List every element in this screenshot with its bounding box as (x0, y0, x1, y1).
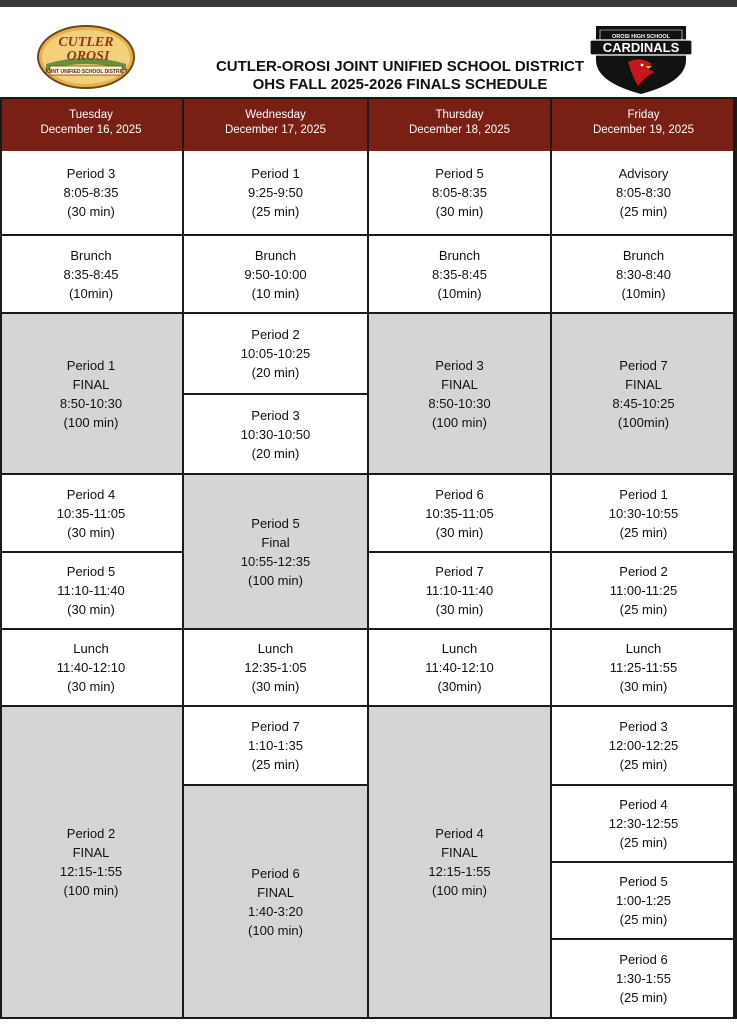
schedule-title: OHS FALL 2025-2026 FINALS SCHEDULE (252, 76, 548, 93)
schedule-cell-text: Period 6 FINAL 1:40-3:20 (100 min) (248, 865, 303, 938)
schedule-cell-text: Period 3 8:05-8:35 (30 min) (63, 166, 119, 219)
schedule-cell (369, 314, 552, 475)
cardinals-logo (588, 20, 694, 96)
svg-text:JOINT UNIFIED SCHOOL DISTRICT: JOINT UNIFIED SCHOOL DISTRICT (44, 69, 128, 75)
day-header-friday (552, 97, 737, 151)
svg-text:OROSI HIGH SCHOOL: OROSI HIGH SCHOOL (611, 34, 671, 40)
schedule-cell (552, 151, 737, 236)
schedule-cell (184, 786, 369, 1019)
schedule-cell (184, 475, 369, 630)
svg-text:CUTLER: CUTLER (58, 35, 114, 50)
schedule-cell (552, 236, 737, 314)
schedule-cell-text: Period 7 1:10-1:35 (25 min) (248, 719, 303, 772)
schedule-cell (552, 314, 737, 475)
schedule-cell (552, 863, 737, 940)
schedule-cell (184, 236, 369, 314)
schedule-cell-text: Period 5 11:10-11:40 (30 min) (57, 564, 125, 617)
schedule-cell-text: Period 3 12:00-12:25 (25 min) (608, 719, 679, 772)
schedule-cell-text: Period 3 10:30-10:50 (20 min) (240, 407, 311, 461)
top-bar (0, 0, 737, 7)
day-date: December 16, 2025 (40, 124, 142, 136)
schedule-cell-text: Period 4 10:35-11:05 (30 min) (56, 486, 126, 540)
schedule-cell-text: Period 4 12:30-12:55 (25 min) (608, 797, 679, 850)
schedule-cell-text: Period 7 FINAL 8:45-10:25 (100min) (612, 357, 675, 430)
schedule-cell-text: Lunch 11:40-12:10 (30min) (425, 641, 494, 694)
schedule-cell (552, 786, 737, 863)
schedule-cell-text: Brunch 9:50-10:00 (10 min) (244, 247, 307, 301)
schedule-cell (184, 395, 369, 475)
schedule-cell (552, 940, 737, 1019)
day-name: Wednesday (245, 109, 306, 121)
schedule-cell-text: Lunch 12:35-1:05 (30 min) (244, 641, 307, 694)
schedule-cell-text: Period 7 11:10-11:40 (30 min) (425, 564, 494, 617)
finals-schedule-table (0, 97, 737, 1019)
schedule-cell (0, 707, 184, 1019)
district-title: CUTLER-OROSI JOINT UNIFIED SCHOOL DISTRICT (215, 58, 585, 75)
schedule-cell-text: Period 2 FINAL 12:15-1:55 (100 min) (59, 826, 123, 898)
schedule-cell (552, 553, 737, 630)
schedule-cell-text: Period 5 Final 10:55-12:35 (100 min) (240, 515, 311, 588)
schedule-cell (369, 151, 552, 236)
day-name: Thursday (435, 109, 484, 121)
schedule-cell-text: Period 5 1:00-1:25 (25 min) (616, 874, 671, 927)
schedule-cell (184, 314, 369, 395)
svg-text:OROSI: OROSI (66, 49, 110, 64)
district-logo (36, 24, 136, 90)
schedule-cell (369, 236, 552, 314)
schedule-titles (150, 58, 600, 94)
schedule-cell (552, 630, 737, 707)
schedule-cell (0, 475, 184, 553)
schedule-cell-text: Period 2 10:05-10:25 (20 min) (240, 327, 311, 380)
schedule-cell (0, 236, 184, 314)
schedule-cell-text: Advisory 8:05-8:30 (25 min) (616, 166, 671, 219)
day-header-thursday (369, 97, 552, 151)
svg-text:CARDINALS: CARDINALS (602, 40, 680, 55)
schedule-cell-text: Brunch 8:35-8:45 (10min) (432, 247, 487, 301)
schedule-cell-text: Lunch 11:25-11:55 (30 min) (609, 641, 678, 694)
schedule-cell (184, 707, 369, 786)
day-date: December 19, 2025 (592, 124, 694, 136)
schedule-cell (369, 630, 552, 707)
schedule-cell (552, 475, 737, 553)
day-name: Friday (627, 109, 660, 121)
schedule-cell-text: Brunch 8:30-8:40 (10min) (616, 247, 671, 301)
day-header-wednesday (184, 97, 369, 151)
schedule-cell-text: Period 2 11:00-11:25 (25 min) (609, 564, 678, 617)
schedule-cell (0, 553, 184, 630)
schedule-cell (552, 707, 737, 786)
schedule-cell (0, 151, 184, 236)
schedule-cell (184, 151, 369, 236)
day-name: Tuesday (69, 109, 113, 121)
schedule-cell (369, 707, 552, 1019)
schedule-cell-text: Period 6 10:35-11:05 (30 min) (425, 486, 494, 540)
schedule-cell (369, 475, 552, 553)
schedule-cell (0, 314, 184, 475)
schedule-cell (0, 630, 184, 707)
schedule-cell-text: Period 1 FINAL 8:50-10:30 (100 min) (59, 357, 123, 430)
schedule-cell-text: Lunch 11:40-12:10 (30 min) (56, 641, 126, 694)
schedule-cell-text: Period 4 FINAL 12:15-1:55 (100 min) (428, 826, 491, 898)
schedule-cell-text: Brunch 8:35-8:45 (10min) (63, 247, 119, 301)
schedule-cell-text: Period 3 FINAL 8:50-10:30 (100 min) (428, 357, 491, 430)
schedule-cell-text: Period 6 1:30-1:55 (25 min) (616, 952, 671, 1005)
day-header-tuesday (0, 97, 184, 151)
schedule-cell-text: Period 5 8:05-8:35 (30 min) (432, 166, 487, 219)
schedule-cell (369, 553, 552, 630)
schedule-cell (184, 630, 369, 707)
day-date: December 18, 2025 (408, 124, 510, 136)
schedule-cell-text: Period 1 9:25-9:50 (25 min) (248, 166, 303, 219)
schedule-cell-text: Period 1 10:30-10:55 (25 min) (608, 486, 679, 540)
day-date: December 17, 2025 (224, 124, 326, 136)
